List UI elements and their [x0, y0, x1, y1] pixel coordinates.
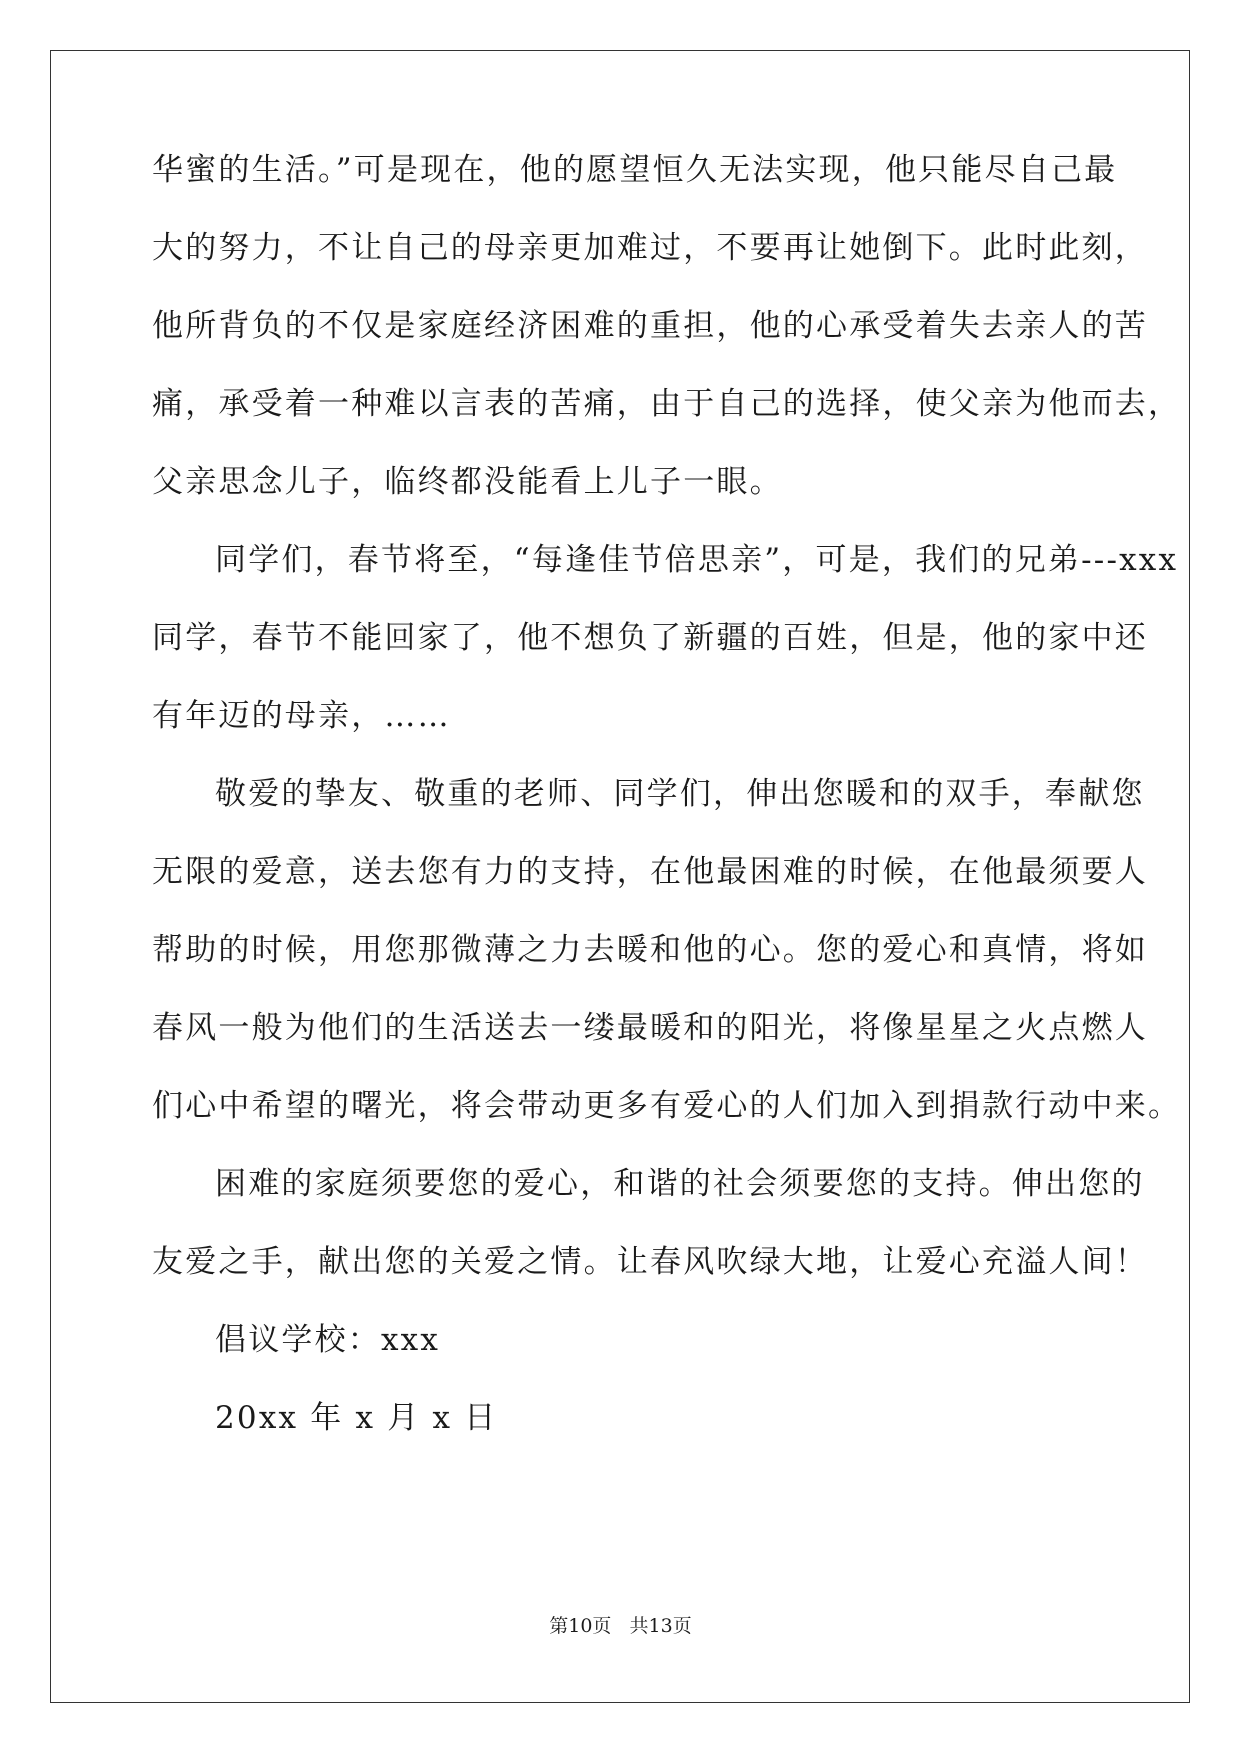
body-line-5: 父亲思念儿子，临终都没能看上儿子一眼。 — [152, 464, 783, 500]
body-line-3: 他所背负的不仅是家庭经济困难的重担，他的心承受着失去亲人的苦 — [152, 308, 1148, 344]
paragraph-3-line-1: 敬爱的挚友、敬重的老师、同学们，伸出您暖和的双手，奉献您 — [215, 776, 1145, 812]
paragraph-4-line-2: 友爱之手，献出您的关爱之情。让春风吹绿大地，让爱心充溢人间！ — [152, 1244, 1148, 1280]
paragraph-2-line-2: 同学，春节不能回家了，他不想负了新疆的百姓，但是，他的家中还 — [152, 620, 1148, 656]
page-number-footer: 第10页 共13页 — [549, 1615, 692, 1637]
signature-date: 20xx 年 x 月 x 日 — [215, 1400, 498, 1436]
body-line-1: 华蜜的生活。”可是现在，他的愿望恒久无法实现，他只能尽自己最 — [152, 152, 1118, 188]
paragraph-4-line-1: 困难的家庭须要您的爱心，和谐的社会须要您的支持。伸出您的 — [215, 1166, 1145, 1202]
paragraph-3-line-5: 们心中希望的曙光，将会带动更多有爱心的人们加入到捐款行动中来。 — [152, 1088, 1182, 1124]
signature-school: 倡议学校：xxx — [215, 1322, 441, 1358]
paragraph-2-line-3: 有年迈的母亲，…… — [152, 698, 451, 734]
body-line-2: 大的努力，不让自己的母亲更加难过，不要再让她倒下。此时此刻， — [152, 230, 1148, 266]
paragraph-3-line-2: 无限的爱意，送去您有力的支持，在他最困难的时候，在他最须要人 — [152, 854, 1148, 890]
paragraph-2-line-1: 同学们，春节将至，“每逢佳节倍思亲”，可是，我们的兄弟---xxx — [215, 542, 1179, 578]
paragraph-3-line-3: 帮助的时候，用您那微薄之力去暖和他的心。您的爱心和真情，将如 — [152, 932, 1148, 968]
paragraph-3-line-4: 春风一般为他们的生活送去一缕最暖和的阳光，将像星星之火点燃人 — [152, 1010, 1148, 1046]
body-line-4: 痛，承受着一种难以言表的苦痛，由于自己的选择，使父亲为他而去， — [152, 386, 1182, 422]
